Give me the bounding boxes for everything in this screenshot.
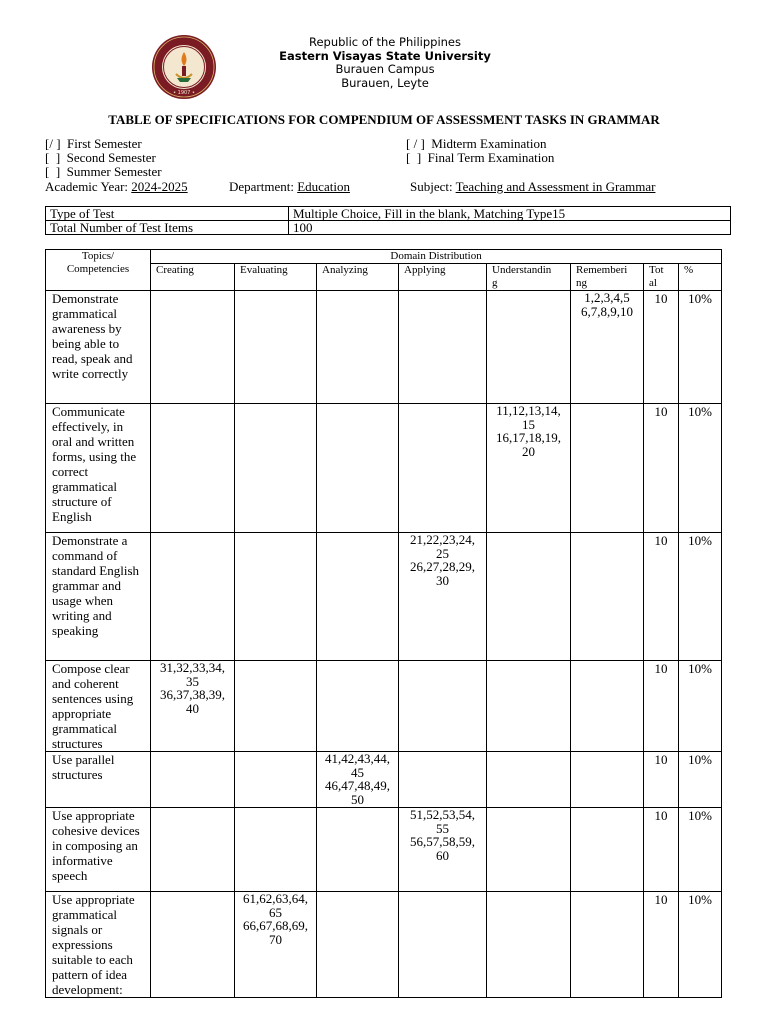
campus-location: Burauen, Leyte	[341, 75, 429, 90]
type-of-test-value: Multiple Choice, Fill in the blank, Matching Type15	[289, 207, 731, 221]
competency-cell: Use parallel structures	[46, 752, 151, 808]
academic-year-value: 2024-2025	[131, 179, 188, 194]
column-header: Tot al	[644, 264, 679, 291]
item-numbers-cell: 31,32,33,34, 35 36,37,38,39, 40	[151, 661, 235, 752]
item-numbers-cell	[235, 404, 317, 533]
percent-cell: 10%	[679, 752, 722, 808]
item-numbers-cell	[317, 404, 399, 533]
exam-options	[406, 137, 554, 165]
type-of-test-label: Type of Test	[46, 207, 289, 221]
semester-options	[45, 137, 162, 179]
column-header: Rememberi ng	[571, 264, 644, 291]
department-label: Department:	[229, 179, 298, 194]
table-of-specifications	[45, 249, 722, 998]
item-numbers-cell	[317, 291, 399, 404]
item-numbers-cell	[151, 533, 235, 661]
item-numbers-cell: 11,12,13,14, 15 16,17,18,19, 20	[487, 404, 571, 533]
total-cell: 10	[644, 404, 679, 533]
university-name: Eastern Visayas State University	[279, 48, 491, 63]
competency-cell: Demonstrate grammatical awareness by being able to read, speak and write correctly	[46, 291, 151, 404]
item-numbers-cell	[151, 291, 235, 404]
document-title: TABLE OF SPECIFICATIONS FOR COMPENDIUM OF ASSESSMENT TASKS IN GRAMMAR	[108, 112, 660, 127]
item-numbers-cell	[487, 808, 571, 892]
item-numbers-cell	[571, 404, 644, 533]
exam-option: [ / ] Midterm Examination	[406, 136, 547, 151]
table-row	[46, 404, 722, 533]
topics-header-line: Topics/	[81, 250, 115, 262]
item-numbers-cell: 1,2,3,4,5 6,7,8,9,10	[571, 291, 644, 404]
item-numbers-cell	[317, 533, 399, 661]
item-numbers-cell: 51,52,53,54, 55 56,57,58,59, 60	[399, 808, 487, 892]
department-value: Education	[297, 179, 350, 194]
item-numbers-cell	[571, 533, 644, 661]
total-cell: 10	[644, 808, 679, 892]
department	[229, 179, 350, 195]
table-row	[46, 291, 722, 404]
item-numbers-cell	[151, 808, 235, 892]
table-row	[46, 892, 722, 998]
table-row	[46, 808, 722, 892]
total-cell: 10	[644, 752, 679, 808]
percent-cell: 10%	[679, 661, 722, 752]
item-numbers-cell: 61,62,63,64, 65 66,67,68,69, 70	[235, 892, 317, 998]
item-numbers-cell	[571, 752, 644, 808]
item-numbers-cell	[235, 291, 317, 404]
semester-option: [ ] Summer Semester	[45, 164, 162, 179]
topics-header	[46, 250, 151, 291]
item-numbers-cell	[399, 291, 487, 404]
university-seal-icon	[147, 34, 221, 100]
exam-option: [ ] Final Term Examination	[406, 150, 555, 165]
test-info-table	[45, 206, 731, 235]
total-cell: 10	[644, 533, 679, 661]
subject	[410, 179, 655, 195]
item-numbers-cell	[235, 752, 317, 808]
competency-cell: Communicate effectively, in oral and written forms, using the correct grammatical structure of English	[46, 404, 151, 533]
item-numbers-cell	[487, 533, 571, 661]
percent-cell: 10%	[679, 404, 722, 533]
republic-line: Republic of the Philippines	[308, 35, 462, 49]
item-numbers-cell	[399, 752, 487, 808]
percent-cell: 10%	[679, 892, 722, 998]
semester-option: [/ ] First Semester	[45, 136, 142, 151]
semester-option: [ ] Second Semester	[45, 150, 156, 165]
item-numbers-cell	[487, 291, 571, 404]
total-cell: 10	[644, 661, 679, 752]
item-numbers-cell	[151, 892, 235, 998]
column-header: %	[679, 264, 722, 291]
table-row	[46, 533, 722, 661]
column-header: Understandin g	[487, 264, 571, 291]
total-items-value: 100	[289, 221, 731, 235]
column-header: Creating	[151, 264, 235, 291]
table-row	[46, 752, 722, 808]
letterhead-text	[250, 36, 520, 90]
item-numbers-cell	[317, 661, 399, 752]
item-numbers-cell	[571, 661, 644, 752]
item-numbers-cell	[487, 752, 571, 808]
item-numbers-cell	[571, 808, 644, 892]
column-header: Evaluating	[235, 264, 317, 291]
percent-cell: 10%	[679, 533, 722, 661]
item-numbers-cell	[151, 404, 235, 533]
item-numbers-cell: 41,42,43,44, 45 46,47,48,49, 50	[317, 752, 399, 808]
item-numbers-cell	[487, 892, 571, 998]
column-header: Analyzing	[317, 264, 399, 291]
total-cell: 10	[644, 892, 679, 998]
svg-text:• 1907 •: • 1907 •	[173, 90, 195, 96]
competency-cell: Compose clear and coherent sentences using appropriate grammatical structures	[46, 661, 151, 752]
total-cell: 10	[644, 291, 679, 404]
item-numbers-cell	[487, 661, 571, 752]
item-numbers-cell: 21,22,23,24, 25 26,27,28,29, 30	[399, 533, 487, 661]
domain-distribution-header: Domain Distribution	[151, 250, 722, 264]
table-header-row	[46, 250, 722, 264]
total-items-label: Total Number of Test Items	[46, 221, 289, 235]
competency-cell: Use appropriate cohesive devices in composing an informative speech	[46, 808, 151, 892]
table-row	[46, 661, 722, 752]
subject-label: Subject:	[410, 179, 456, 194]
item-numbers-cell	[151, 752, 235, 808]
item-numbers-cell	[317, 892, 399, 998]
academic-year-label: Academic Year:	[45, 179, 132, 194]
item-numbers-cell	[317, 808, 399, 892]
competency-cell: Use appropriate grammatical signals or expressions suitable to each pattern of idea development:	[46, 892, 151, 998]
table-row	[46, 207, 731, 221]
item-numbers-cell	[399, 892, 487, 998]
percent-cell: 10%	[679, 291, 722, 404]
column-header: Applying	[399, 264, 487, 291]
academic-year	[45, 179, 188, 195]
item-numbers-cell	[399, 404, 487, 533]
subject-value: Teaching and Assessment in Grammar	[455, 179, 656, 194]
item-numbers-cell	[399, 661, 487, 752]
item-numbers-cell	[571, 892, 644, 998]
topics-header-line: Competencies	[66, 263, 130, 275]
item-numbers-cell	[235, 533, 317, 661]
table-row	[46, 221, 731, 235]
competency-cell: Demonstrate a command of standard English grammar and usage when writing and speaking	[46, 533, 151, 661]
percent-cell: 10%	[679, 808, 722, 892]
item-numbers-cell	[235, 661, 317, 752]
table-body	[46, 291, 722, 998]
campus-name: Burauen Campus	[335, 62, 435, 76]
item-numbers-cell	[235, 808, 317, 892]
